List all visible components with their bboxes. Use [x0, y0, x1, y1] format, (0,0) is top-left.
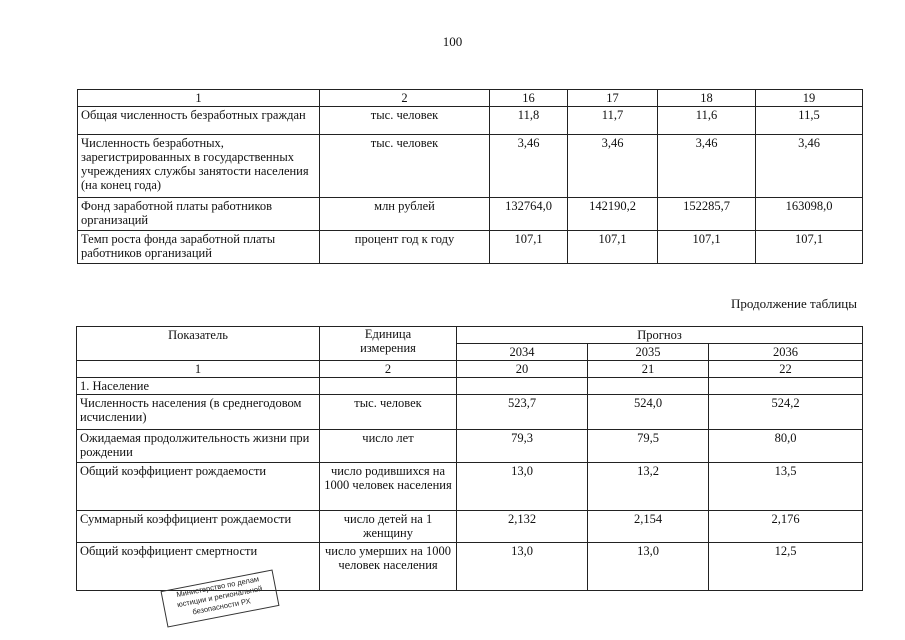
header-cell: 19 — [756, 90, 863, 107]
row-value: 11,8 — [490, 107, 568, 135]
page-number: 100 — [442, 34, 463, 49]
table-row — [77, 543, 863, 591]
row-value: 2,154 — [588, 511, 709, 543]
row-value: 11,5 — [756, 107, 863, 135]
header-year: 2035 — [588, 344, 709, 361]
numbering-cell: 1 — [77, 361, 320, 378]
table-row — [78, 135, 863, 198]
header-forecast: Прогноз — [457, 327, 863, 344]
row-value: 11,7 — [568, 107, 658, 135]
row-unit: число лет — [320, 430, 457, 463]
row-value: 107,1 — [756, 231, 863, 264]
row-value: 523,7 — [457, 395, 588, 430]
row-value: 524,0 — [588, 395, 709, 430]
row-value: 13,0 — [457, 543, 588, 591]
row-value: 13,5 — [709, 463, 863, 511]
continuation-label: Продолжение таблицы — [731, 296, 857, 311]
table-row — [77, 463, 863, 511]
row-label: Фонд заработной платы работников организаций — [78, 198, 320, 231]
table-row — [77, 395, 863, 430]
row-label: Ожидаемая продолжительность жизни при рождении — [77, 430, 320, 463]
numbering-row — [77, 361, 863, 378]
header-year: 2036 — [709, 344, 863, 361]
section-label: 1. Население — [77, 378, 320, 395]
numbering-cell: 20 — [457, 361, 588, 378]
row-label: Общий коэффициент рождаемости — [77, 463, 320, 511]
row-label: Численность населения (в среднегодовом исчислении) — [77, 395, 320, 430]
header-indicator: Показатель — [77, 327, 320, 361]
table-row — [77, 430, 863, 463]
row-value: 3,46 — [568, 135, 658, 198]
row-value: 3,46 — [658, 135, 756, 198]
header-cell: 17 — [568, 90, 658, 107]
row-value: 163098,0 — [756, 198, 863, 231]
row-value: 2,132 — [457, 511, 588, 543]
row-value: 11,6 — [658, 107, 756, 135]
row-label: Численность безработных, зарегистрированных в государственных учреждениях службы занятости населения (на конец года) — [78, 135, 320, 198]
table-row — [77, 511, 863, 543]
row-value: 79,3 — [457, 430, 588, 463]
row-value: 107,1 — [568, 231, 658, 264]
row-unit: млн рублей — [320, 198, 490, 231]
numbering-cell: 21 — [588, 361, 709, 378]
row-value: 13,0 — [588, 543, 709, 591]
row-unit: число детей на 1 женщину — [320, 511, 457, 543]
row-value: 79,5 — [588, 430, 709, 463]
header-cell: 18 — [658, 90, 756, 107]
numbering-cell: 2 — [320, 361, 457, 378]
row-label: Суммарный коэффициент рождаемости — [77, 511, 320, 543]
row-value: 13,2 — [588, 463, 709, 511]
row-label: Общая численность безработных граждан — [78, 107, 320, 135]
row-value: 152285,7 — [658, 198, 756, 231]
row-unit: число родившихся на 1000 человек населения — [320, 463, 457, 511]
header-cell: 16 — [490, 90, 568, 107]
header-unit: Единица измерения — [320, 327, 457, 361]
header-cell: 2 — [320, 90, 490, 107]
row-unit: тыс. человек — [320, 135, 490, 198]
row-value: 3,46 — [490, 135, 568, 198]
table-row — [78, 198, 863, 231]
row-unit: процент год к году — [320, 231, 490, 264]
ministry-stamp: Министерство по делам юстиции и региональной безопасности РХ — [161, 569, 280, 627]
table-top — [77, 89, 863, 264]
row-value: 3,46 — [756, 135, 863, 198]
row-value: 142190,2 — [568, 198, 658, 231]
row-unit: тыс. человек — [320, 395, 457, 430]
row-value: 132764,0 — [490, 198, 568, 231]
row-value: 2,176 — [709, 511, 863, 543]
table-bottom — [76, 326, 863, 591]
table-row — [78, 231, 863, 264]
row-label: Темп роста фонда заработной платы работников организаций — [78, 231, 320, 264]
row-unit: число умерших на 1000 человек населения — [320, 543, 457, 591]
row-value: 107,1 — [490, 231, 568, 264]
header-cell: 1 — [78, 90, 320, 107]
row-label: Общий коэффициент смертности — [77, 543, 320, 591]
table-header-row — [77, 327, 863, 344]
table-header-row — [78, 90, 863, 107]
row-unit: тыс. человек — [320, 107, 490, 135]
numbering-cell: 22 — [709, 361, 863, 378]
row-value: 12,5 — [709, 543, 863, 591]
table-row — [78, 107, 863, 135]
section-row — [77, 378, 863, 395]
row-value: 13,0 — [457, 463, 588, 511]
row-value: 80,0 — [709, 430, 863, 463]
row-value: 107,1 — [658, 231, 756, 264]
header-year: 2034 — [457, 344, 588, 361]
row-value: 524,2 — [709, 395, 863, 430]
